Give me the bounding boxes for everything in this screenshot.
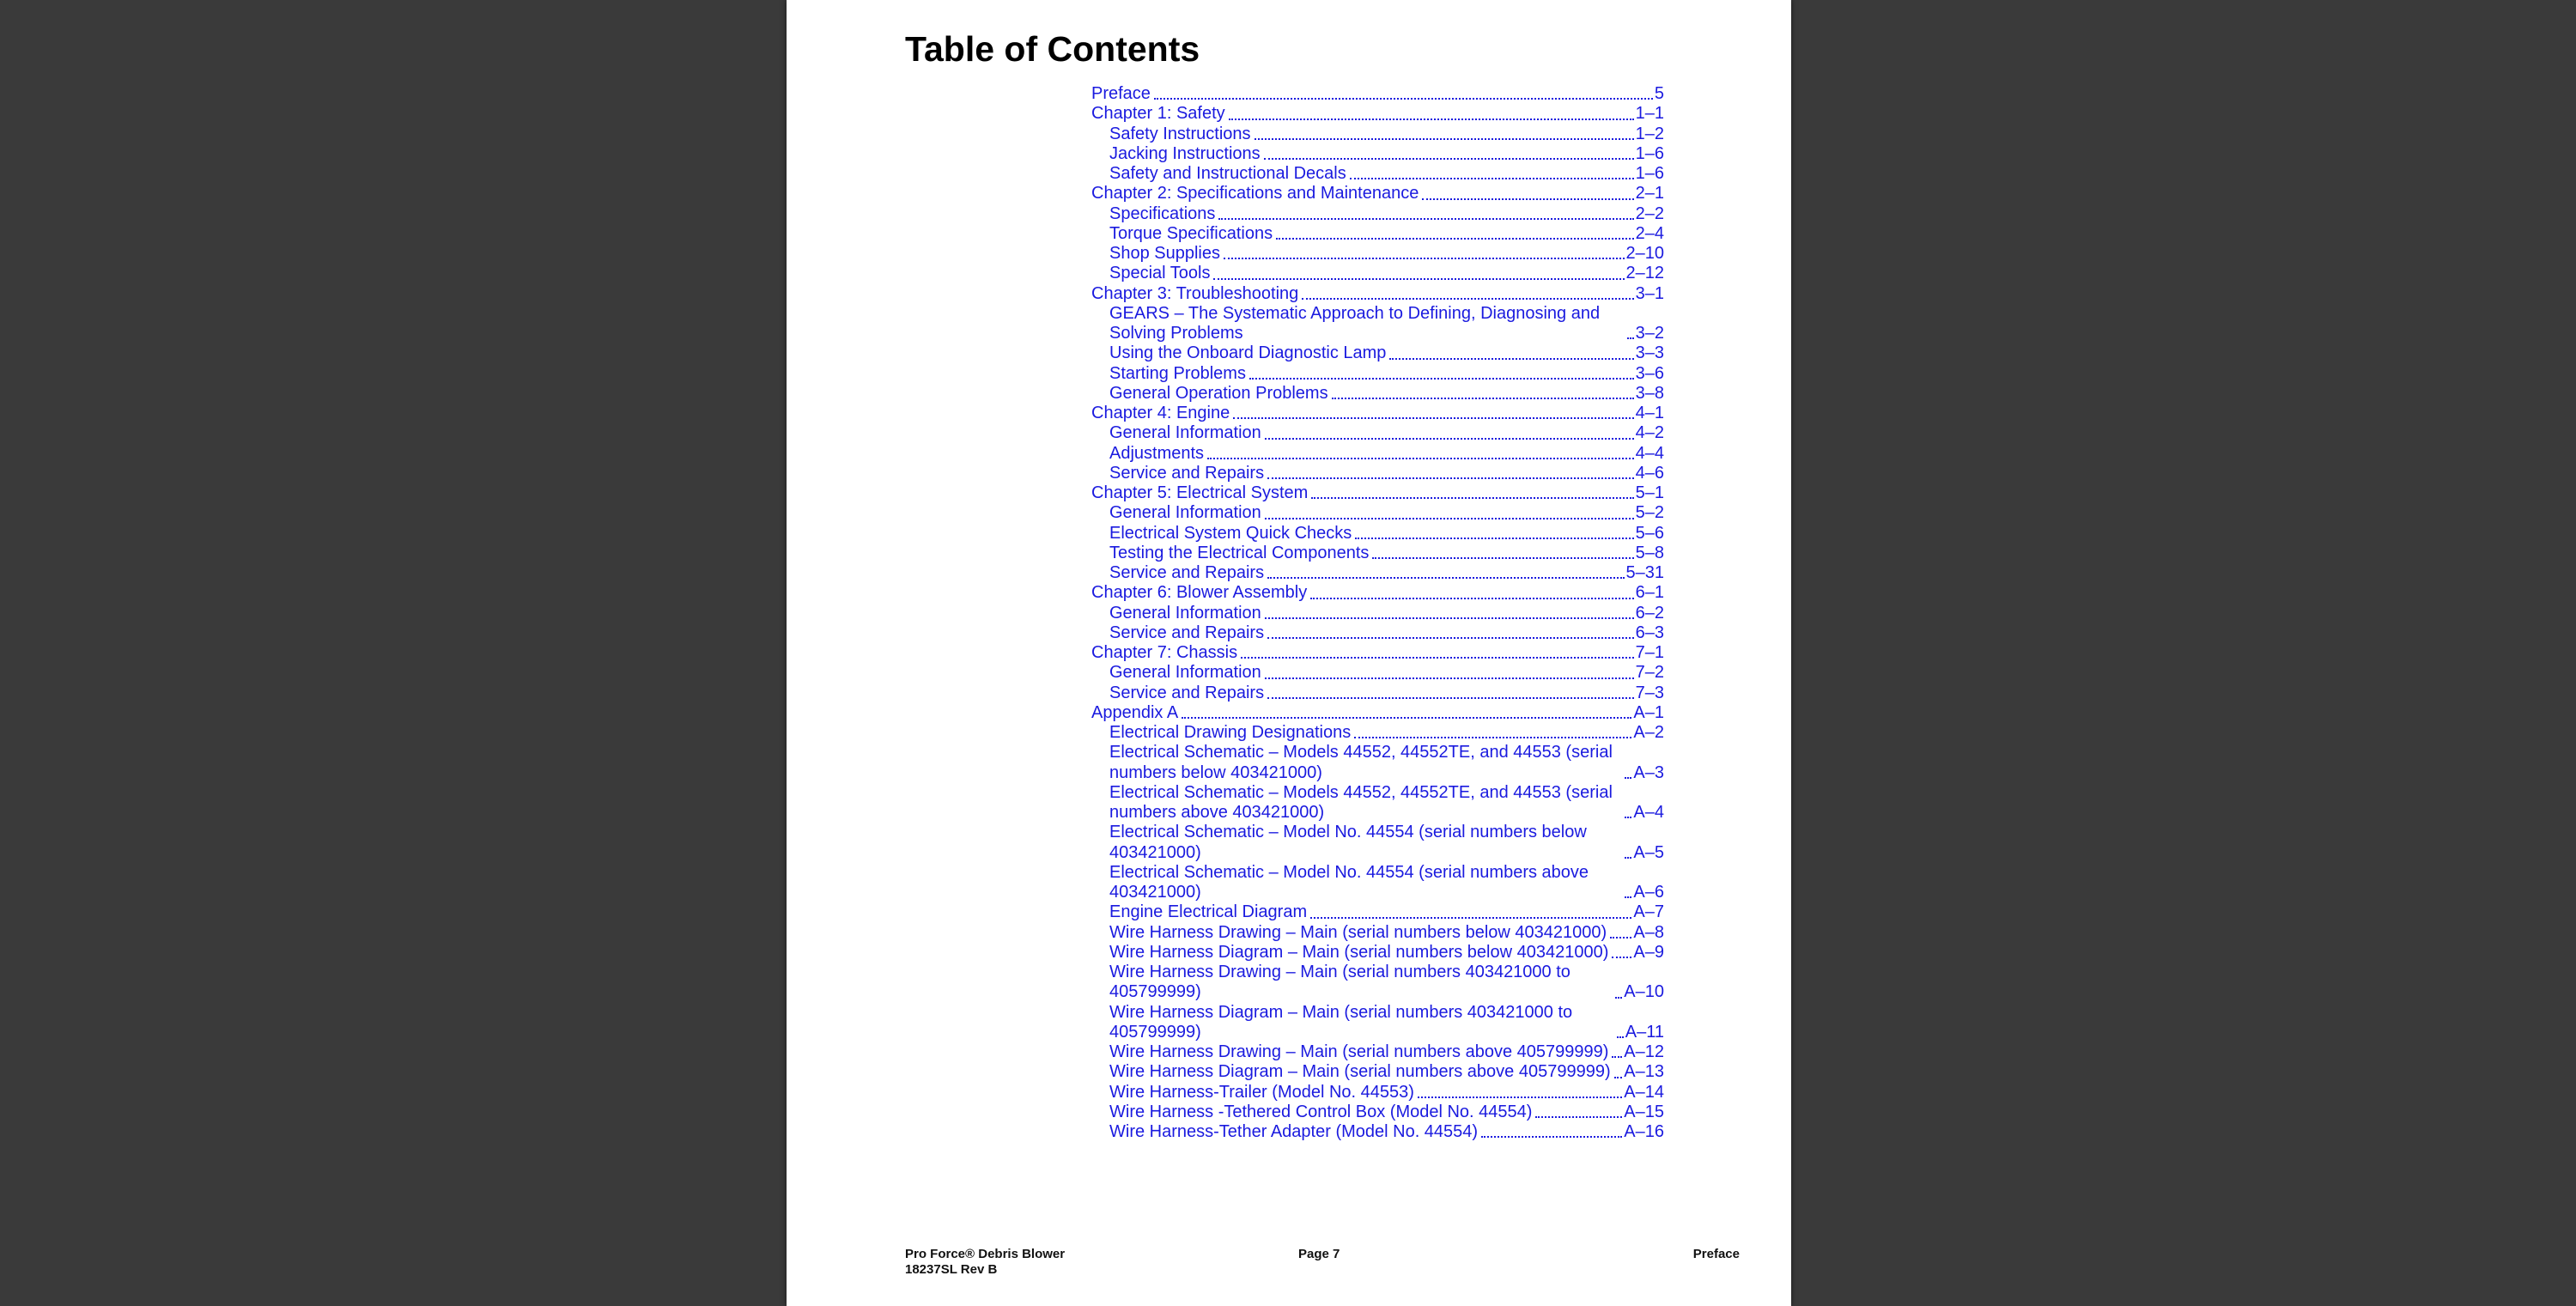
toc-entry-page: 4–6	[1635, 463, 1664, 483]
footer-section: Preface	[1692, 1247, 1740, 1261]
toc-entry[interactable]	[1091, 823, 1664, 863]
toc-entry-page: 7–2	[1635, 663, 1664, 683]
toc-entry-label: Service and Repairs	[1109, 563, 1265, 582]
toc-leader-dots	[1355, 538, 1633, 539]
toc-entry[interactable]	[1091, 743, 1664, 783]
toc-entry-page: A–11	[1625, 1022, 1664, 1042]
toc-entry[interactable]	[1091, 343, 1664, 363]
toc-leader-dots	[1213, 278, 1624, 280]
toc-entry-page: A–1	[1633, 702, 1664, 722]
toc-leader-dots	[1481, 1136, 1622, 1138]
toc-entry-label: Safety and Instructional Decals	[1109, 164, 1346, 183]
toc-leader-dots	[1625, 896, 1631, 898]
toc-entry-page: A–16	[1624, 1122, 1664, 1141]
toc-entry-label: Electrical Drawing Designations	[1109, 723, 1352, 742]
toc-leader-dots	[1267, 577, 1624, 579]
toc-entry-label: Using the Onboard Diagnostic Lamp	[1109, 343, 1387, 363]
toc-entry-page: 5–8	[1635, 543, 1664, 562]
toc-entry-page: A–6	[1633, 883, 1664, 902]
toc-entry[interactable]	[1091, 923, 1664, 943]
toc-entry[interactable]	[1091, 1103, 1664, 1122]
toc-entry-label: Chapter 5: Electrical System	[1091, 483, 1309, 502]
toc-entry-label: Chapter 2: Specifications and Maintenance	[1091, 184, 1419, 203]
toc-entry[interactable]	[1091, 583, 1664, 603]
toc-entry-page: A–10	[1624, 982, 1664, 1002]
toc-entry-page: A–3	[1633, 762, 1664, 782]
footer-page-number: Page 7	[1298, 1247, 1340, 1261]
toc-leader-dots	[1625, 817, 1631, 818]
toc-entry[interactable]	[1091, 1083, 1664, 1103]
toc-entry[interactable]	[1091, 503, 1664, 523]
toc-entry[interactable]	[1091, 483, 1664, 503]
toc-leader-dots	[1612, 957, 1631, 958]
toc-entry-label: Shop Supplies	[1109, 244, 1220, 263]
table-of-contents	[1091, 84, 1664, 1142]
toc-entry[interactable]	[1091, 1122, 1664, 1142]
toc-entry[interactable]	[1091, 623, 1664, 643]
toc-entry-page: 2–10	[1625, 244, 1664, 263]
toc-entry-page: 7–1	[1635, 643, 1664, 662]
toc-entry-page: 3–3	[1635, 343, 1664, 363]
toc-entry-page: A–7	[1633, 902, 1664, 922]
toc-entry-label: Chapter 6: Blower Assembly	[1091, 583, 1308, 603]
toc-entry[interactable]	[1091, 444, 1664, 464]
toc-entry-page: 4–4	[1635, 443, 1664, 463]
toc-entry[interactable]	[1091, 524, 1664, 544]
toc-leader-dots	[1207, 458, 1634, 459]
toc-entry-label: Adjustments	[1109, 443, 1205, 463]
toc-entry-page: 1–6	[1635, 164, 1664, 183]
toc-entry-label: General Information	[1109, 603, 1261, 623]
toc-entry[interactable]	[1091, 184, 1664, 203]
toc-entry-label: Chapter 4: Engine	[1091, 404, 1230, 422]
toc-entry-label: Electrical Schematic – Model No. 44554 (serial numbers below 403421000)	[1109, 823, 1587, 862]
toc-entry-label: Wire Harness Diagram – Main (serial numbers 403421000 to 405799999)	[1109, 1002, 1573, 1042]
toc-leader-dots	[1617, 1036, 1624, 1038]
toc-entry-label: Wire Harness Drawing – Main (serial numbers above 405799999)	[1109, 1042, 1609, 1061]
toc-leader-dots	[1612, 1056, 1622, 1058]
toc-leader-dots	[1625, 777, 1631, 779]
toc-entry-label: General Information	[1109, 503, 1261, 523]
toc-entry-page: A–15	[1624, 1102, 1664, 1121]
toc-entry-label: Service and Repairs	[1109, 623, 1265, 642]
toc-entry-page: 4–1	[1635, 404, 1664, 422]
toc-entry[interactable]	[1091, 384, 1664, 404]
toc-entry-page: 2–12	[1625, 264, 1664, 283]
toc-leader-dots	[1218, 218, 1633, 220]
toc-entry-label: Wire Harness-Trailer (Model No. 44553)	[1109, 1082, 1414, 1102]
toc-entry-page: A–5	[1633, 842, 1664, 862]
footer-doc-id: 18237SL Rev B	[905, 1262, 998, 1277]
toc-entry-label: Specifications	[1109, 203, 1216, 223]
page-title: Table of Contents	[905, 29, 1200, 69]
toc-entry-label: Electrical Schematic – Models 44552, 44552TE, and 44553 (serial numbers below 403421000)	[1109, 743, 1613, 782]
document-page	[787, 0, 1791, 1306]
toc-entry[interactable]	[1091, 943, 1664, 963]
toc-entry-page: 2–2	[1635, 203, 1664, 223]
toc-entry-label: Wire Harness Diagram – Main (serial numbers below 403421000)	[1109, 942, 1609, 962]
toc-entry[interactable]	[1091, 1062, 1664, 1082]
toc-entry-page: A–2	[1633, 723, 1664, 742]
toc-entry-page: 5–6	[1635, 523, 1664, 543]
toc-entry-label: Wire Harness Drawing – Main (serial numbers 403421000 to 405799999)	[1109, 963, 1571, 1002]
toc-entry-page: A–13	[1624, 1062, 1664, 1082]
toc-leader-dots	[1625, 857, 1631, 859]
toc-leader-dots	[1354, 737, 1631, 738]
toc-entry[interactable]	[1091, 125, 1664, 144]
toc-entry[interactable]	[1091, 164, 1664, 184]
toc-entry[interactable]	[1091, 1003, 1664, 1043]
toc-entry[interactable]	[1091, 464, 1664, 483]
toc-entry-label: General Information	[1109, 423, 1261, 443]
toc-entry[interactable]	[1091, 84, 1664, 104]
toc-entry[interactable]	[1091, 1042, 1664, 1062]
toc-entry-label: Safety Instructions	[1109, 124, 1251, 143]
toc-leader-dots	[1224, 258, 1625, 259]
toc-entry[interactable]	[1091, 643, 1664, 663]
toc-entry-page: A–8	[1633, 922, 1664, 942]
toc-entry[interactable]	[1091, 144, 1664, 164]
toc-entry-page: A–14	[1624, 1082, 1664, 1102]
toc-leader-dots	[1267, 637, 1634, 639]
toc-entry[interactable]	[1091, 544, 1664, 563]
toc-leader-dots	[1241, 657, 1634, 659]
toc-entry-page: 3–2	[1635, 324, 1664, 343]
toc-entry[interactable]	[1091, 264, 1664, 283]
toc-entry-page: 3–8	[1635, 383, 1664, 403]
toc-leader-dots	[1265, 617, 1634, 619]
toc-entry[interactable]	[1091, 902, 1664, 922]
toc-entry-page: 1–1	[1635, 104, 1664, 124]
toc-leader-dots	[1389, 358, 1633, 360]
toc-leader-dots	[1265, 677, 1634, 679]
toc-entry-page: A–4	[1633, 803, 1664, 822]
toc-entry[interactable]	[1091, 244, 1664, 264]
toc-leader-dots	[1233, 417, 1633, 419]
toc-entry-label: Starting Problems	[1109, 363, 1246, 383]
toc-leader-dots	[1350, 178, 1634, 179]
toc-leader-dots	[1302, 298, 1633, 300]
toc-entry-label: General Operation Problems	[1109, 383, 1328, 403]
toc-entry-label: Service and Repairs	[1109, 463, 1265, 483]
toc-leader-dots	[1255, 138, 1634, 140]
toc-entry-label: Wire Harness-Tether Adapter (Model No. 44554)	[1109, 1122, 1479, 1141]
toc-entry[interactable]	[1091, 563, 1664, 583]
toc-entry[interactable]	[1091, 723, 1664, 743]
toc-entry-page: 7–3	[1635, 683, 1664, 702]
toc-entry-page: 6–2	[1635, 603, 1664, 623]
toc-leader-dots	[1310, 917, 1631, 919]
toc-entry-page: 4–2	[1635, 423, 1664, 443]
toc-leader-dots	[1154, 98, 1653, 100]
toc-leader-dots	[1614, 1077, 1623, 1078]
toc-leader-dots	[1422, 198, 1633, 200]
footer-product	[905, 1247, 1065, 1278]
toc-entry-page: A–9	[1633, 942, 1664, 962]
toc-leader-dots	[1267, 477, 1634, 479]
toc-entry-label: Torque Specifications	[1109, 223, 1273, 243]
toc-leader-dots	[1276, 238, 1634, 240]
toc-entry[interactable]	[1091, 963, 1664, 1003]
toc-entry-page: A–12	[1624, 1042, 1664, 1061]
toc-leader-dots	[1615, 997, 1622, 999]
toc-entry[interactable]	[1091, 423, 1664, 443]
toc-entry[interactable]	[1091, 364, 1664, 384]
toc-leader-dots	[1418, 1096, 1622, 1098]
toc-entry-page: 1–6	[1635, 143, 1664, 163]
toc-entry-label: Electrical System Quick Checks	[1109, 523, 1352, 543]
toc-entry-page: 5–31	[1625, 563, 1664, 582]
toc-entry-page: 3–1	[1635, 283, 1664, 303]
toc-entry[interactable]	[1091, 104, 1664, 124]
toc-leader-dots	[1311, 497, 1633, 499]
toc-leader-dots	[1249, 378, 1634, 380]
toc-entry-page: 2–4	[1635, 223, 1664, 243]
toc-entry[interactable]	[1091, 204, 1664, 224]
toc-entry-label: Wire Harness Diagram – Main (serial numbers above 405799999)	[1109, 1062, 1611, 1082]
toc-entry-label: Electrical Schematic – Models 44552, 44552TE, and 44553 (serial numbers above 403421000)	[1109, 782, 1613, 822]
toc-entry-label: Special Tools	[1109, 264, 1211, 283]
toc-entry[interactable]	[1091, 304, 1664, 344]
toc-entry-page: 5	[1654, 84, 1664, 103]
toc-entry-page: 6–3	[1635, 623, 1664, 642]
toc-entry-label: Chapter 7: Chassis	[1091, 643, 1238, 662]
toc-entry-label: Appendix A	[1091, 702, 1179, 722]
toc-entry-page: 6–1	[1635, 583, 1664, 603]
toc-leader-dots	[1267, 697, 1634, 699]
toc-leader-dots	[1610, 937, 1631, 938]
toc-entry[interactable]	[1091, 683, 1664, 703]
toc-entry[interactable]	[1091, 404, 1664, 423]
footer-product-name: Pro Force® Debris Blower	[905, 1247, 1066, 1261]
toc-entry-label: Electrical Schematic – Model No. 44554 (serial numbers above 403421000)	[1109, 862, 1589, 902]
toc-leader-dots	[1265, 438, 1634, 440]
toc-entry-label: Jacking Instructions	[1109, 143, 1261, 163]
toc-leader-dots	[1372, 557, 1633, 559]
toc-entry-label: GEARS – The Systematic Approach to Defining, Diagnosing and Solving Problems	[1109, 303, 1601, 343]
toc-entry-label: Chapter 1: Safety	[1091, 104, 1225, 124]
toc-entry[interactable]	[1091, 863, 1664, 903]
toc-entry-label: Engine Electrical Diagram	[1109, 902, 1308, 922]
toc-entry-label: Chapter 3: Troubleshooting	[1091, 283, 1299, 303]
toc-entry-label: Service and Repairs	[1109, 683, 1265, 702]
toc-leader-dots	[1229, 118, 1634, 120]
toc-entry-page: 1–2	[1635, 124, 1664, 143]
toc-leader-dots	[1310, 598, 1633, 599]
toc-entry[interactable]	[1091, 703, 1664, 723]
toc-entry-label: Preface	[1091, 84, 1151, 103]
toc-leader-dots	[1627, 337, 1634, 339]
toc-entry[interactable]	[1091, 783, 1664, 823]
toc-entry[interactable]	[1091, 224, 1664, 244]
toc-entry-label: Testing the Electrical Components	[1109, 543, 1370, 562]
toc-entry-label: Wire Harness -Tethered Control Box (Model No. 44554)	[1109, 1102, 1533, 1121]
toc-leader-dots	[1535, 1116, 1622, 1118]
toc-entry[interactable]	[1091, 663, 1664, 683]
toc-leader-dots	[1265, 518, 1634, 519]
toc-leader-dots	[1182, 717, 1631, 719]
toc-entry-page: 5–1	[1635, 483, 1664, 502]
toc-leader-dots	[1264, 158, 1634, 160]
toc-entry-label: Wire Harness Drawing – Main (serial numbers below 403421000)	[1109, 922, 1607, 942]
toc-entry-page: 2–1	[1635, 184, 1664, 203]
toc-entry-label: General Information	[1109, 663, 1261, 683]
toc-entry-page: 5–2	[1635, 503, 1664, 523]
toc-leader-dots	[1332, 398, 1634, 399]
toc-entry-page: 3–6	[1635, 363, 1664, 383]
toc-entry[interactable]	[1091, 604, 1664, 623]
toc-entry[interactable]	[1091, 284, 1664, 304]
